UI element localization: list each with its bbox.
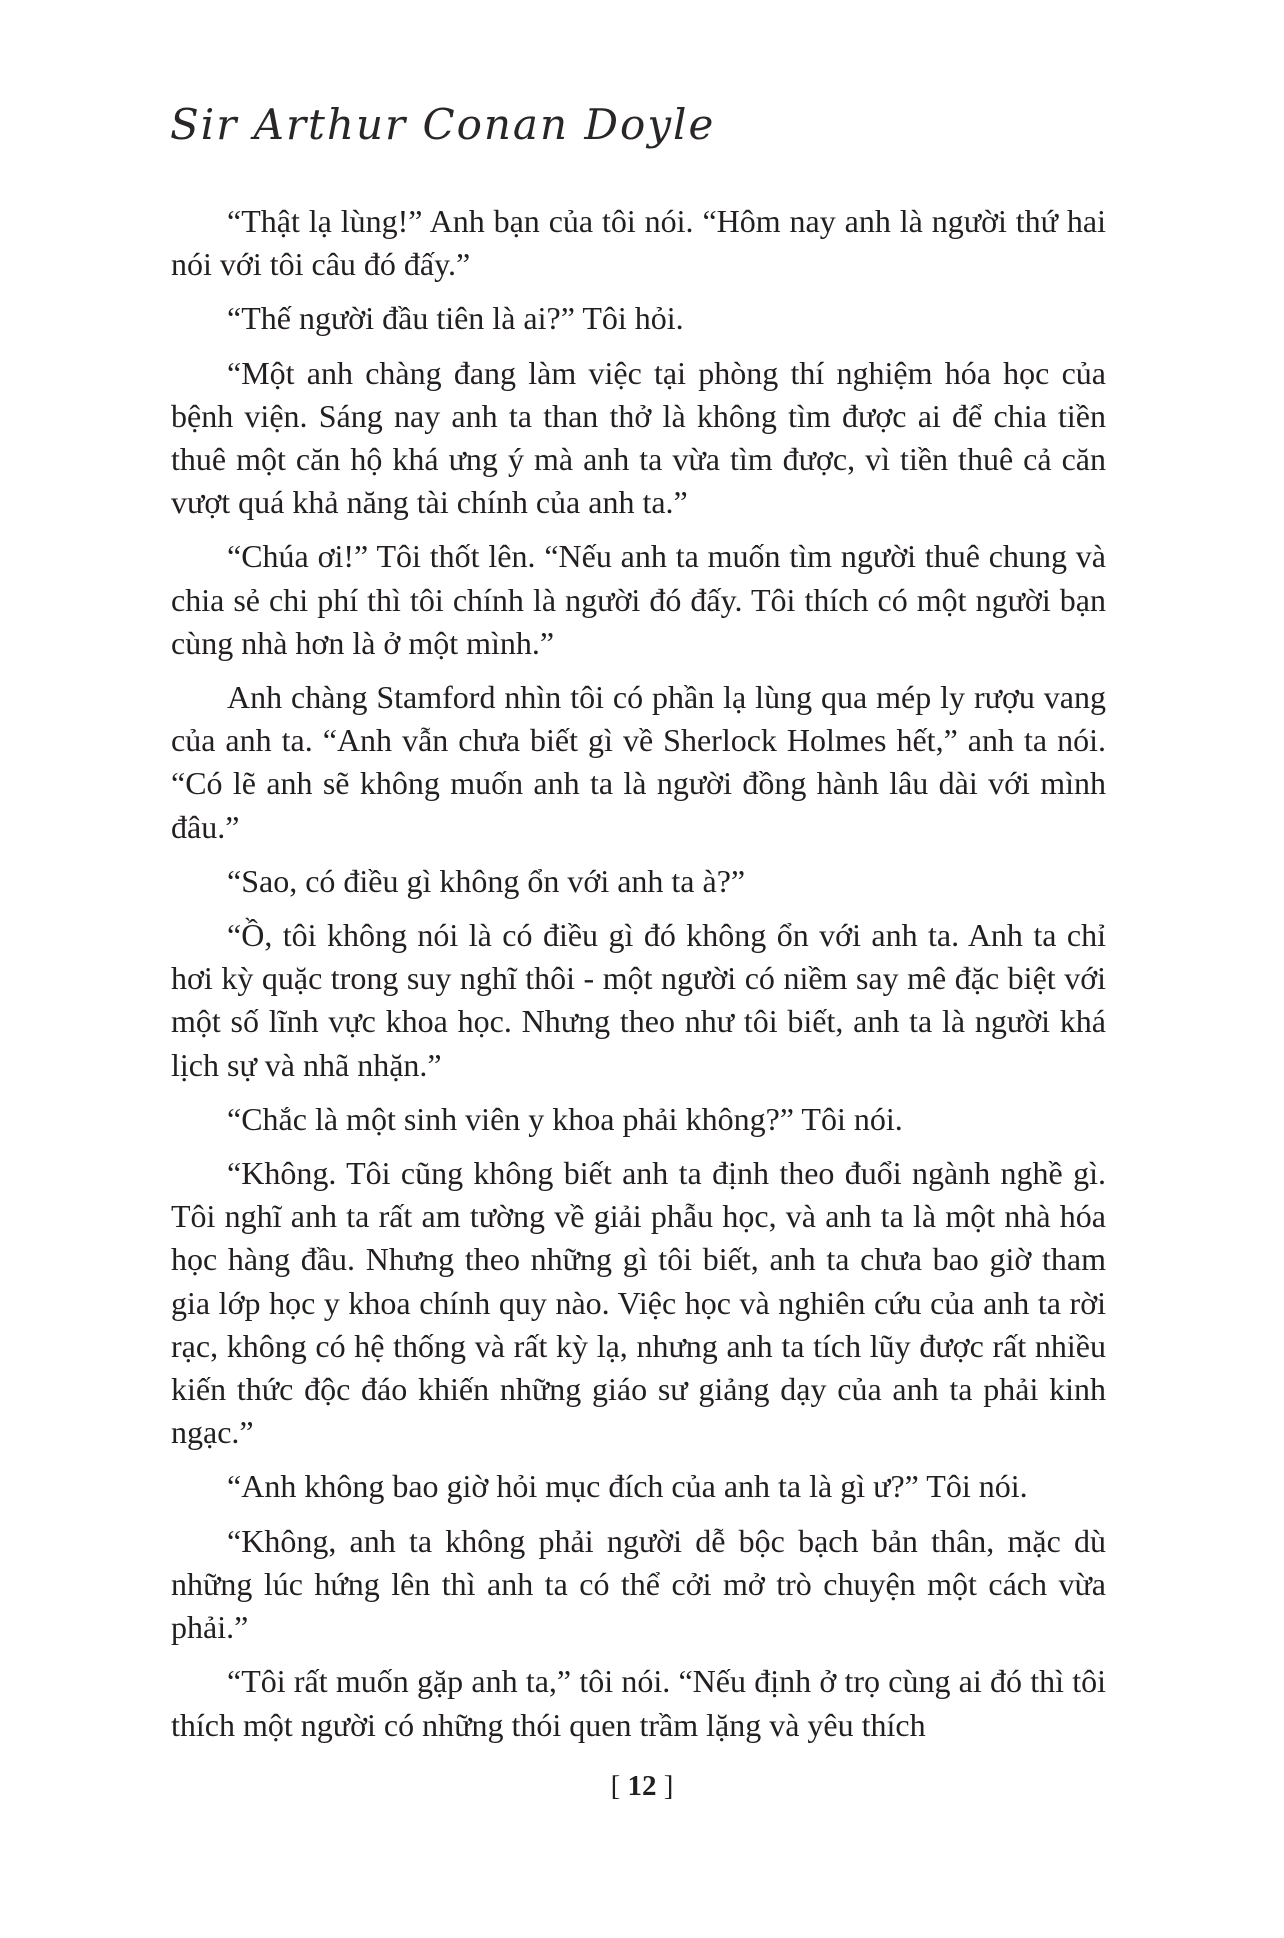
paragraph-2: “Thế người đầu tiên là ai?” Tôi hỏi. — [227, 300, 684, 337]
running-head-author: Sir Arthur Conan Doyle — [170, 100, 716, 149]
folio-open-bracket: [ — [610, 1770, 621, 1802]
folio-close-bracket: ] — [663, 1770, 674, 1802]
body-text — [171, 200, 1106, 1758]
paragraph-11: “Không, anh ta không phải người dễ bộc bạch bản thân, mặc dù những lúc hứng lên thì anh ta có thể cởi mở trò chuyện một cách vừa phải.” — [171, 1522, 1106, 1646]
paragraph-1: “Thật lạ lùng!” Anh bạn của tôi nói. “Hôm nay anh là người thứ hai nói với tôi câu đó đấy.” — [171, 203, 1106, 283]
paragraph-7: “Ồ, tôi không nói là có điều gì đó không ổn với anh ta. Anh ta chỉ hơi kỳ quặc trong suy nghĩ thôi - một người có niềm say mê đặc biệt với một số lĩnh vực khoa học. Nhưng theo như tôi biết, anh ta là người khá lịch sự và nhã nhặn.” — [171, 917, 1106, 1083]
paragraph-10: “Anh không bao giờ hỏi mục đích của anh ta là gì ư?” Tôi nói. — [227, 1468, 1028, 1505]
paragraph-3: “Một anh chàng đang làm việc tại phòng thí nghiệm hóa học của bệnh viện. Sáng nay anh ta than thở là không tìm được ai để chia tiền thuê một căn hộ khá ưng ý mà anh ta vừa tìm được, vì tiền thuê cả căn vượt quá khả năng tài chính của anh ta.” — [171, 354, 1106, 521]
paragraph-9: “Không. Tôi cũng không biết anh ta định theo đuổi ngành nghề gì. Tôi nghĩ anh ta rất am tường về giải phẫu học, và anh ta là một nhà hóa học hàng đầu. Nhưng theo những gì tôi biết, anh ta chưa bao giờ tham gia lớp học y khoa chính quy nào. Việc học và nghiên cứu của anh ta rời rạc, không có hệ thống và rất kỳ lạ, nhưng anh ta tích lũy được rất nhiều kiến thức độc đáo khiến những giáo sư giảng dạy của anh ta phải kinh ngạc.” — [171, 1155, 1106, 1451]
paragraph-5: Anh chàng Stamford nhìn tôi có phần lạ lùng qua mép ly rượu vang của anh ta. “Anh vẫn chưa biết gì về Sherlock Holmes hết,” anh ta nói. “Có lẽ anh sẽ không muốn anh ta là người đồng hành lâu dài với mình đâu.” — [171, 679, 1106, 845]
paragraph-4: “Chúa ơi!” Tôi thốt lên. “Nếu anh ta muốn tìm người thuê chung và chia sẻ chi phí thì tôi chính là người đó đấy. Tôi thích có một người bạn cùng nhà hơn là ở một mình.” — [171, 538, 1106, 661]
page-number — [0, 1770, 1284, 1803]
paragraph-8: “Chắc là một sinh viên y khoa phải không?” Tôi nói. — [227, 1100, 903, 1137]
folio-number: 12 — [627, 1770, 657, 1802]
paragraph-6: “Sao, có điều gì không ổn với anh ta à?” — [227, 862, 746, 899]
paragraph-12: “Tôi rất muốn gặp anh ta,” tôi nói. “Nếu định ở trọ cùng ai đó thì tôi thích một người có những thói quen trầm lặng và yêu thích — [171, 1663, 1106, 1743]
